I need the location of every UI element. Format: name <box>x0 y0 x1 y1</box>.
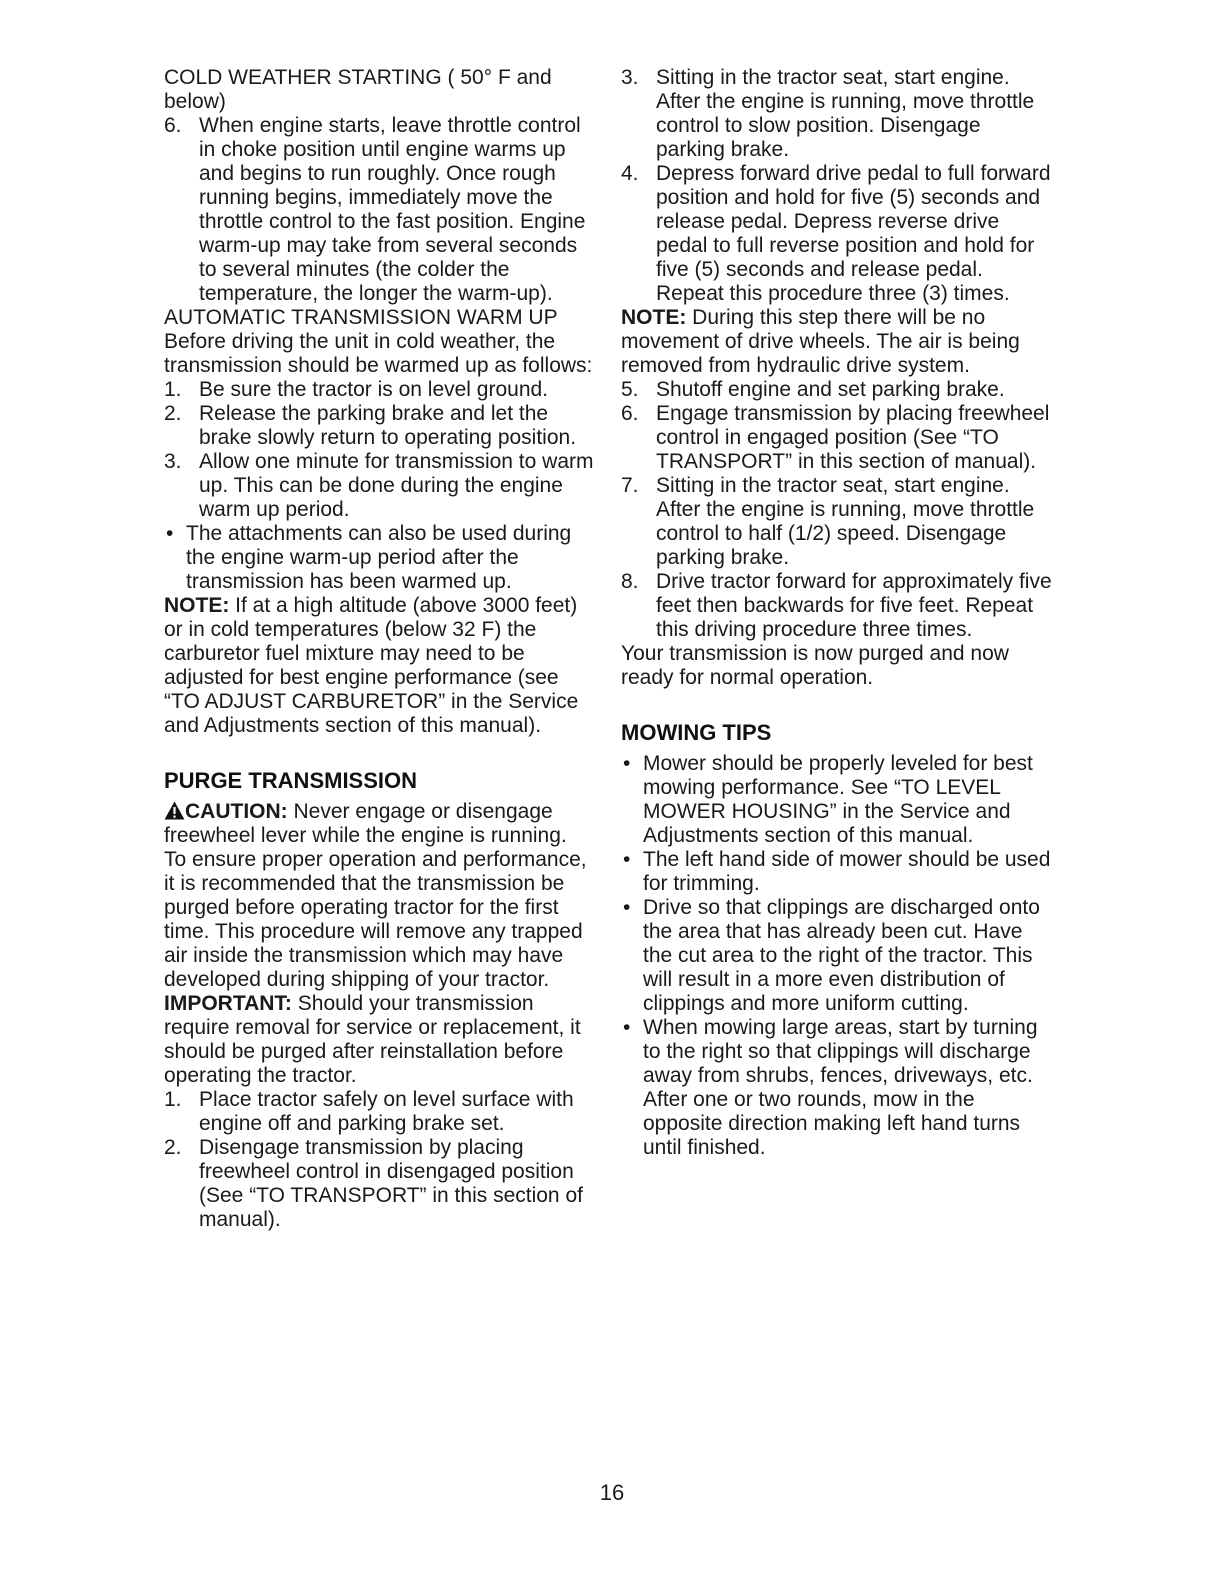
list-item <box>621 402 1053 474</box>
list-text: When engine starts, leave throttle control in choke position until engine warms up and begins to run roughly. Once rough running begins, immediately move the throttle control to the fast position. Engine warm-up may take from several seconds to several minutes (the colder the temperature, the longer the warm-up). <box>199 114 586 305</box>
left-column <box>164 66 594 1232</box>
list-item <box>621 570 1053 642</box>
bullet-item <box>164 522 594 594</box>
note-label: NOTE: <box>164 594 230 617</box>
bullet-text: Mower should be properly leveled for best mowing performance. See “TO LEVEL MOWER HOUSING” in the Service and Adjustments section of this manual. <box>643 752 1033 847</box>
list-number: 2. <box>164 402 182 425</box>
bullet-icon: • <box>623 752 631 775</box>
bullet-icon: • <box>623 1016 631 1039</box>
list-item <box>621 66 1053 162</box>
bullet-icon: • <box>623 848 631 871</box>
list-number: 2. <box>164 1136 182 1159</box>
list-item <box>621 162 1053 306</box>
list-number: 6. <box>621 402 639 425</box>
mowing-tips-heading: MOWING TIPS <box>621 720 772 745</box>
list-number: 8. <box>621 570 639 593</box>
important-label: IMPORTANT: <box>164 992 292 1015</box>
caution-text: Never engage or disengage freewheel lever while the engine is running. <box>164 800 567 847</box>
note-text: If at a high altitude (above 3000 feet) or in cold temperatures (below 32 F) the carburetor fuel mixture may need to be adjusted for best engine performance (see “TO ADJUST CARBURETOR” in the Service and Adjustments section of this manual). <box>164 594 579 737</box>
list-text: Be sure the tractor is on level ground. <box>199 378 549 401</box>
list-text: Sitting in the tractor seat, start engine. After the engine is running, move throttle control to half (1/2) speed. Disengage parking brake. <box>656 474 1035 569</box>
list-number: 1. <box>164 1088 182 1111</box>
list-number: 7. <box>621 474 639 497</box>
note-paragraph <box>164 594 594 738</box>
list-text: Sitting in the tractor seat, start engine. After the engine is running, move throttle control to slow position. Disengage parking brake. <box>656 66 1035 161</box>
bullet-item <box>621 896 1053 1016</box>
list-text: Drive tractor forward for approximately five feet then backwards for five feet. Repeat this driving procedure three times. <box>656 570 1052 641</box>
list-item <box>621 378 1053 402</box>
bullet-item <box>621 752 1053 848</box>
list-item <box>164 1088 594 1136</box>
bullet-text: When mowing large areas, start by turning to the right so that clippings will discharge away from shrubs, fences, driveways, etc. After one or two rounds, mow in the opposite direction making left hand turns until finished. <box>643 1016 1038 1159</box>
right-column <box>621 66 1053 1160</box>
caution-paragraph <box>164 800 594 848</box>
bullet-item <box>621 848 1053 896</box>
list-item <box>164 450 594 522</box>
list-text: Allow one minute for transmission to warm up. This can be done during the engine warm up period. <box>199 450 594 521</box>
important-paragraph <box>164 992 594 1088</box>
purge-end: Your transmission is now purged and now ready for normal operation. <box>621 642 1009 689</box>
caution-label: CAUTION: <box>185 800 288 823</box>
list-text: Release the parking brake and let the brake slowly return to operating position. <box>199 402 577 449</box>
auto-warmup-heading: AUTOMATIC TRANSMISSION WARM UP <box>164 306 558 329</box>
purge-intro: To ensure proper operation and performance, it is recommended that the transmission be purged before operating tractor for the first time. This procedure will remove any trapped air inside the transmission which may have developed during shipping of your tractor. <box>164 848 587 991</box>
list-text: Disengage transmission by placing freewheel control in disengaged position (See “TO TRANSPORT” in this section of manual). <box>199 1136 583 1231</box>
bullet-icon: • <box>623 896 631 919</box>
list-item <box>164 378 594 402</box>
cold-weather-heading: COLD WEATHER STARTING ( 50° F and below) <box>164 66 552 113</box>
list-number: 3. <box>164 450 182 473</box>
purge-transmission-heading: PURGE TRANSMISSION <box>164 768 418 793</box>
warning-triangle-icon <box>164 801 185 820</box>
bullet-text: The attachments can also be used during the engine warm-up period after the transmission has been warmed up. <box>186 522 572 593</box>
bullet-item <box>621 1016 1053 1160</box>
note-paragraph <box>621 306 1053 378</box>
bullet-text: Drive so that clippings are discharged onto the area that has already been cut. Have the cut area to the right of the tractor. This will result in a more even distribution of clippings and more uniform cutting. <box>643 896 1040 1015</box>
note-label: NOTE: <box>621 306 687 329</box>
list-item <box>164 402 594 450</box>
auto-warmup-intro: Before driving the unit in cold weather, the transmission should be warmed up as follows: <box>164 330 593 377</box>
list-text: Shutoff engine and set parking brake. <box>656 378 1005 401</box>
list-text: Depress forward drive pedal to full forward position and hold for five (5) seconds and release pedal. Depress reverse drive pedal to full reverse position and hold for five (5) seconds and release pedal. Repeat this procedure three (3) times. <box>656 162 1051 305</box>
list-number: 4. <box>621 162 639 185</box>
list-item <box>164 114 594 306</box>
page-number: 16 <box>599 1480 625 1505</box>
important-text: Should your transmission require removal for service or replacement, it should be purged after reinstallation before operating the tractor. <box>164 992 581 1087</box>
list-text: Place tractor safely on level surface with engine off and parking brake set. <box>199 1088 574 1135</box>
list-number: 3. <box>621 66 639 89</box>
note-text: During this step there will be no movement of drive wheels. The air is being removed from hydraulic drive system. <box>621 306 1020 377</box>
list-item <box>621 474 1053 570</box>
list-item <box>164 1136 594 1232</box>
bullet-icon: • <box>166 522 174 545</box>
list-number: 6. <box>164 114 182 137</box>
list-number: 1. <box>164 378 182 401</box>
list-number: 5. <box>621 378 639 401</box>
bullet-text: The left hand side of mower should be used for trimming. <box>643 848 1051 895</box>
list-text: Engage transmission by placing freewheel control in engaged position (See “TO TRANSPORT” in this section of manual). <box>656 402 1050 473</box>
